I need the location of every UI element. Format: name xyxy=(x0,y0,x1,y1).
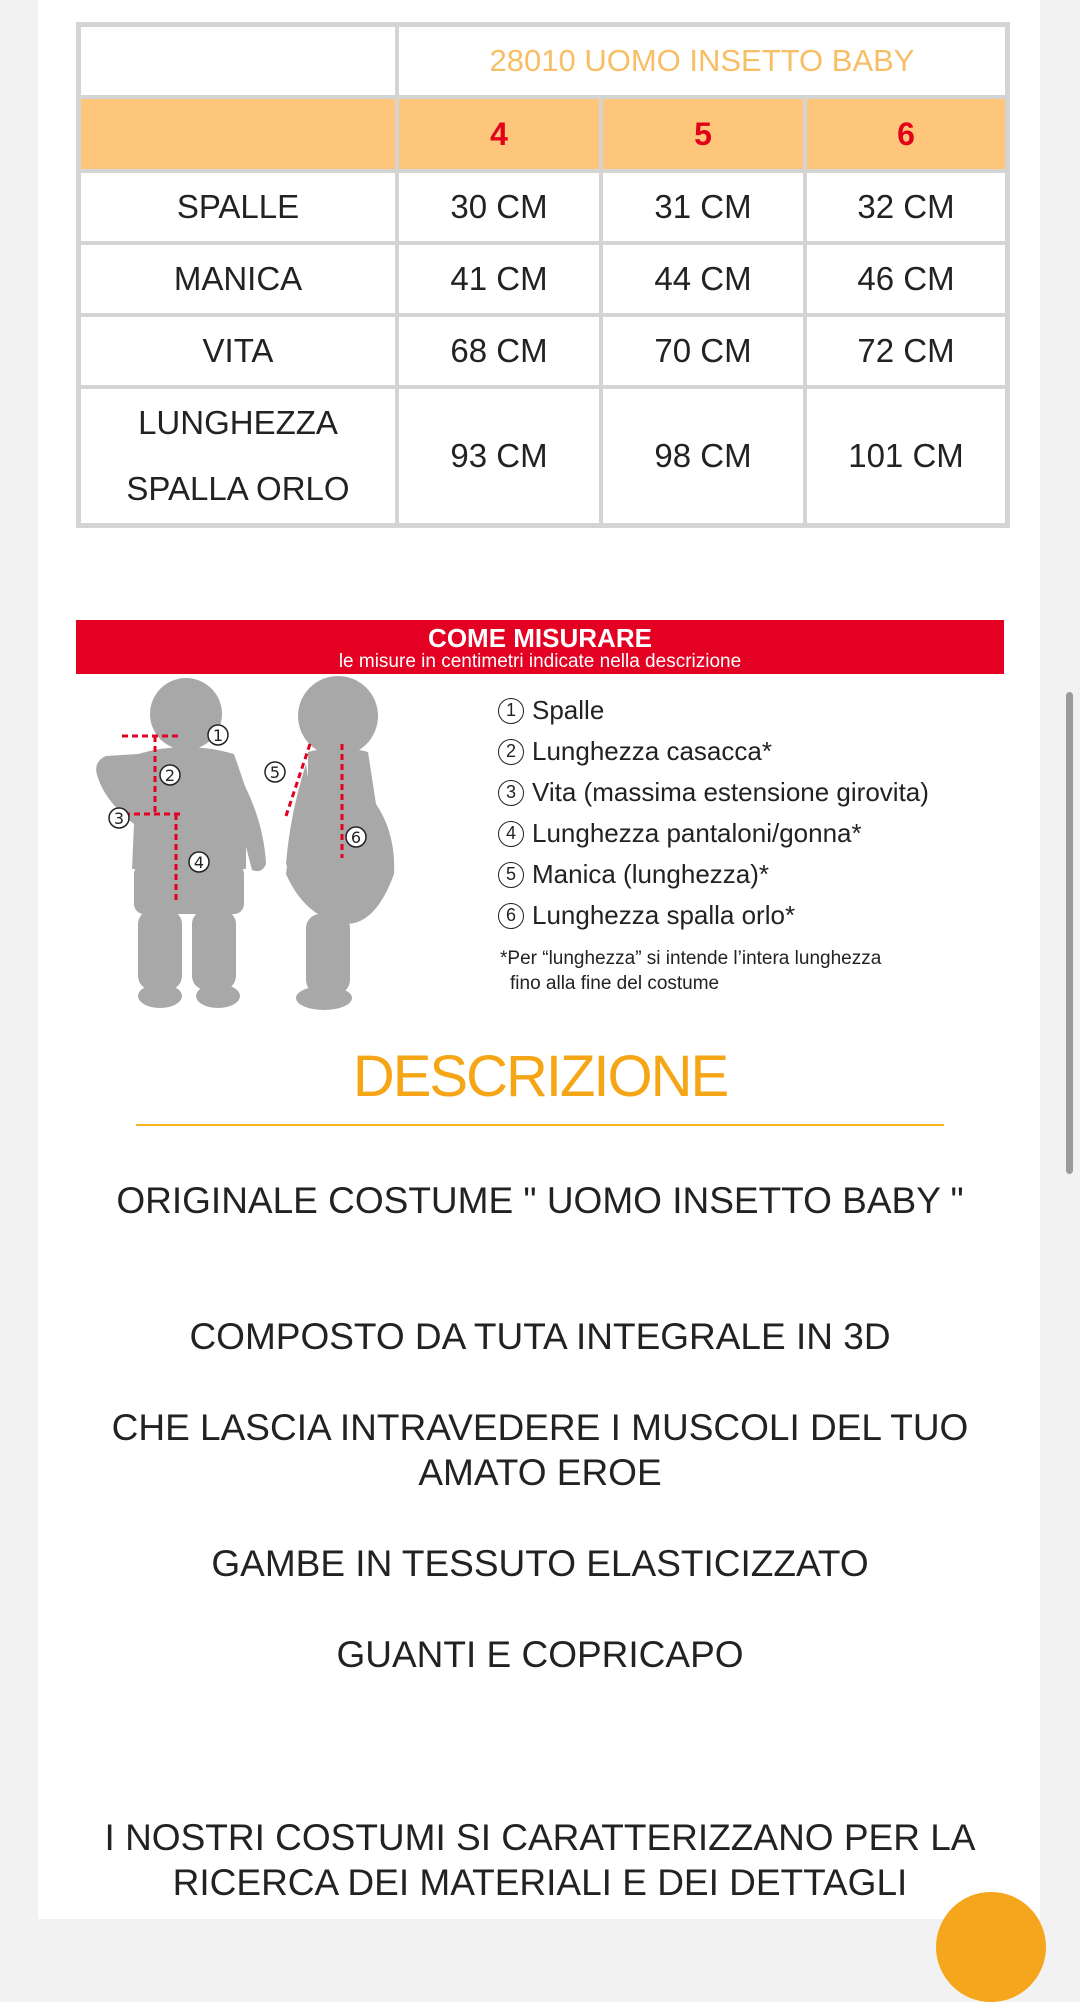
table-cell: 30 CM xyxy=(397,171,601,243)
table-cell: 41 CM xyxy=(397,243,601,315)
measure-title: COME MISURARE xyxy=(428,623,652,653)
row-label xyxy=(79,387,397,525)
description-title: DESCRIZIONE xyxy=(352,1044,728,1109)
measure-legend xyxy=(498,690,1008,996)
description-paragraph: GUANTI E COPRICAPO xyxy=(336,1634,744,1675)
measure-note-line: *Per “lunghezza” si intende l’intera lunghezza xyxy=(500,948,882,969)
child-silhouettes-illustration xyxy=(76,674,496,1024)
how-to-measure-graphic xyxy=(76,620,1004,1024)
description-paragraph: ORIGINALE COSTUME " UOMO INSETTO BABY " xyxy=(116,1180,964,1221)
front-child-silhouette xyxy=(96,678,266,1008)
measure-banner xyxy=(76,620,1004,674)
floating-action-button[interactable] xyxy=(936,1892,1046,2002)
table-cell: 31 CM xyxy=(601,171,805,243)
table-cell: 98 CM xyxy=(601,387,805,525)
size-6-header: 6 xyxy=(805,97,1007,171)
svg-text:4: 4 xyxy=(193,853,205,872)
measure-note xyxy=(498,946,1008,996)
number-circle-icon: 2 xyxy=(498,739,524,765)
table-row xyxy=(79,243,1007,315)
table-row xyxy=(79,315,1007,387)
row-label-line: LUNGHEZZA xyxy=(138,404,338,441)
legend-item xyxy=(498,854,1008,895)
legend-label: Lunghezza pantaloni/gonna* xyxy=(532,818,862,848)
svg-text:3: 3 xyxy=(113,809,125,828)
marker-4-icon xyxy=(189,852,209,872)
svg-text:5: 5 xyxy=(269,763,281,782)
marker-1-icon xyxy=(208,725,228,745)
description-paragraph: I NOSTRI COSTUMI SI CARATTERIZZANO PER LA RICERCA DEI MATERIALI E DEI DETTAGLI xyxy=(104,1817,976,1903)
size-table xyxy=(76,22,1010,528)
table-corner-cell xyxy=(79,25,397,97)
legend-item xyxy=(498,813,1008,854)
marker-5-icon xyxy=(265,762,285,782)
number-circle-icon: 3 xyxy=(498,780,524,806)
svg-text:6: 6 xyxy=(350,828,362,847)
size-4-header: 4 xyxy=(397,97,601,171)
row-label: SPALLE xyxy=(79,171,397,243)
table-cell: 70 CM xyxy=(601,315,805,387)
legend-label: Spalle xyxy=(532,695,605,725)
back-child-silhouette xyxy=(286,676,394,1010)
legend-label: Manica (lunghezza)* xyxy=(532,859,770,889)
number-circle-icon: 5 xyxy=(498,862,524,888)
row-label-line: SPALLA ORLO xyxy=(126,470,350,507)
svg-text:1: 1 xyxy=(212,726,224,745)
description-paragraph: COMPOSTO DA TUTA INTEGRALE IN 3D xyxy=(189,1316,891,1357)
product-header: 28010 UOMO INSETTO BABY xyxy=(397,25,1007,97)
marker-3-icon xyxy=(109,808,129,828)
sizes-row xyxy=(79,97,1007,171)
measure-note-line: fino alla fine del costume xyxy=(510,973,720,994)
row-label: VITA xyxy=(79,315,397,387)
description-paragraph: CHE LASCIA INTRAVEDERE I MUSCOLI DEL TUO AMATO EROE xyxy=(111,1407,969,1493)
legend-label: Vita (massima estensione girovita) xyxy=(532,777,929,807)
legend-label: Lunghezza casacca* xyxy=(532,736,772,766)
size-5-header: 5 xyxy=(601,97,805,171)
marker-6-icon xyxy=(346,827,366,847)
legend-item xyxy=(498,690,1008,731)
table-row xyxy=(79,171,1007,243)
legend-item xyxy=(498,895,1008,936)
table-cell: 32 CM xyxy=(805,171,1007,243)
table-cell: 44 CM xyxy=(601,243,805,315)
row-label: MANICA xyxy=(79,243,397,315)
sizes-row-label xyxy=(79,97,397,171)
table-cell: 93 CM xyxy=(397,387,601,525)
description-paragraph: GAMBE IN TESSUTO ELASTICIZZATO xyxy=(211,1543,869,1584)
table-cell: 68 CM xyxy=(397,315,601,387)
legend-item xyxy=(498,772,1008,813)
table-row xyxy=(79,387,1007,525)
number-circle-icon: 1 xyxy=(498,698,524,724)
legend-item xyxy=(498,731,1008,772)
number-circle-icon: 4 xyxy=(498,821,524,847)
measure-subtitle: le misure in centimetri indicate nella descrizione xyxy=(338,651,742,672)
table-cell: 101 CM xyxy=(805,387,1007,525)
table-cell: 72 CM xyxy=(805,315,1007,387)
svg-text:2: 2 xyxy=(164,766,176,785)
legend-label: Lunghezza spalla orlo* xyxy=(532,900,796,930)
table-cell: 46 CM xyxy=(805,243,1007,315)
number-circle-icon: 6 xyxy=(498,903,524,929)
description-divider xyxy=(136,1124,944,1126)
marker-2-icon xyxy=(160,765,180,785)
